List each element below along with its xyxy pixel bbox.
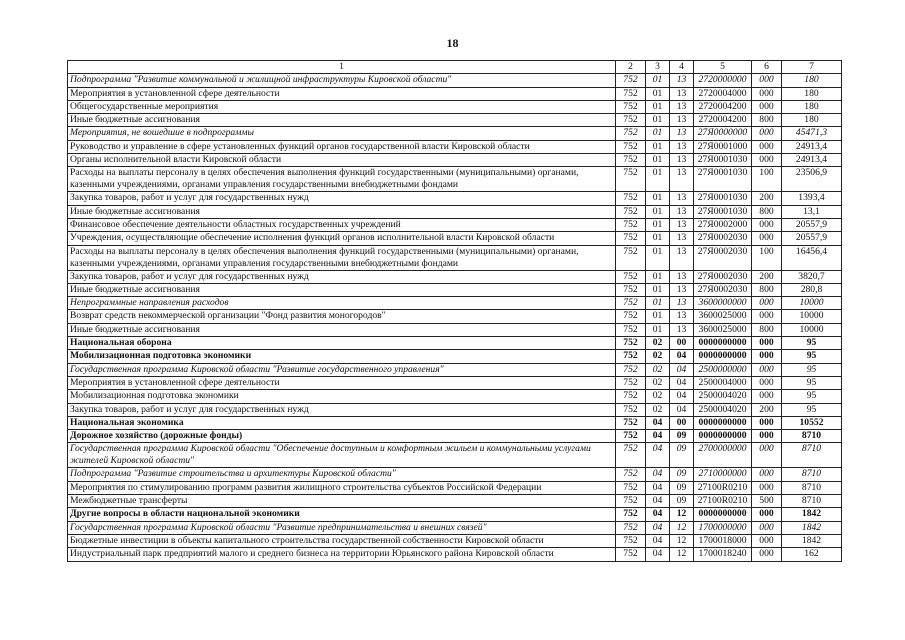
row-csr-cell: 27100R0210 [694, 495, 752, 508]
row-csr-cell: 27Я0000000 [694, 127, 752, 140]
row-sum-cell: 95 [782, 390, 842, 403]
row-rz-cell: 04 [646, 481, 670, 494]
row-rz-cell: 02 [646, 390, 670, 403]
row-sum-cell: 180 [782, 74, 842, 87]
row-sum-cell: 45471,3 [782, 127, 842, 140]
row-csr-cell: 2720004000 [694, 87, 752, 100]
row-sum-cell: 20557,9 [782, 218, 842, 231]
row-gr-cell: 752 [616, 140, 646, 153]
table-row [68, 548, 842, 561]
row-rz-cell: 04 [646, 416, 670, 429]
row-name-cell: Индустриальный парк предприятий малого и среднего бизнеса на территории Юрьянского района Кировской области [68, 548, 616, 561]
row-vr-cell: 800 [752, 283, 782, 296]
table-row [68, 430, 842, 443]
row-rz-cell: 01 [646, 192, 670, 205]
row-vr-cell: 000 [752, 508, 782, 521]
row-vr-cell: 000 [752, 127, 782, 140]
row-gr-cell: 752 [616, 74, 646, 87]
table-row [68, 114, 842, 127]
table-row [68, 167, 842, 192]
row-name-cell: Расходы на выплаты персоналу в целях обеспечения выполнения функций государственными (муниципальными) органами, казенными учреждениями, органами управления государственными внебюджетными фондами [68, 245, 616, 270]
row-gr-cell: 752 [616, 232, 646, 245]
row-csr-cell: 2720000000 [694, 74, 752, 87]
row-pr-cell: 13 [670, 232, 694, 245]
row-vr-cell: 100 [752, 245, 782, 270]
row-pr-cell: 13 [670, 140, 694, 153]
row-rz-cell: 04 [646, 495, 670, 508]
row-gr-cell: 752 [616, 534, 646, 547]
row-pr-cell: 04 [670, 350, 694, 363]
row-name-cell: Руководство и управление в сфере установленных функций органов государственной власти Кировской области [68, 140, 616, 153]
table-row [68, 310, 842, 323]
row-sum-cell: 10000 [782, 323, 842, 336]
row-rz-cell: 04 [646, 521, 670, 534]
row-name-cell: Государственная программа Кировской области "Развитие предпринимательства и внешних связей" [68, 521, 616, 534]
row-name-cell: Государственная программа Кировской области "Развитие государственного управления" [68, 363, 616, 376]
row-pr-cell: 13 [670, 297, 694, 310]
row-vr-cell: 000 [752, 430, 782, 443]
row-name-cell: Закупка товаров, работ и услуг для государственных нужд [68, 270, 616, 283]
row-sum-cell: 20557,9 [782, 232, 842, 245]
page-number: 18 [446, 36, 459, 50]
row-gr-cell: 752 [616, 154, 646, 167]
row-pr-cell: 13 [670, 87, 694, 100]
row-name-cell: Мобилизационная подготовка экономики [68, 350, 616, 363]
table-row [68, 350, 842, 363]
row-pr-cell: 13 [670, 323, 694, 336]
row-pr-cell: 04 [670, 363, 694, 376]
row-name-cell: Общегосударственные мероприятия [68, 100, 616, 113]
table-row [68, 443, 842, 468]
row-pr-cell: 13 [670, 205, 694, 218]
row-gr-cell: 752 [616, 167, 646, 192]
row-pr-cell: 13 [670, 127, 694, 140]
row-vr-cell: 000 [752, 310, 782, 323]
row-pr-cell: 04 [670, 403, 694, 416]
row-sum-cell: 10000 [782, 310, 842, 323]
row-rz-cell: 04 [646, 468, 670, 481]
row-name-cell: Другие вопросы в области национальной экономики [68, 508, 616, 521]
row-vr-cell: 000 [752, 534, 782, 547]
row-pr-cell: 13 [670, 100, 694, 113]
row-gr-cell: 752 [616, 403, 646, 416]
row-name-cell: Мобилизационная подготовка экономики [68, 390, 616, 403]
row-gr-cell: 752 [616, 87, 646, 100]
row-sum-cell: 1842 [782, 521, 842, 534]
row-gr-cell: 752 [616, 350, 646, 363]
row-pr-cell: 09 [670, 495, 694, 508]
row-csr-cell: 27Я0002030 [694, 283, 752, 296]
row-pr-cell: 04 [670, 376, 694, 389]
row-csr-cell: 3600025000 [694, 310, 752, 323]
row-rz-cell: 01 [646, 205, 670, 218]
row-vr-cell: 800 [752, 323, 782, 336]
row-pr-cell: 09 [670, 481, 694, 494]
row-vr-cell: 000 [752, 297, 782, 310]
row-pr-cell: 09 [670, 430, 694, 443]
row-csr-cell: 1700018000 [694, 534, 752, 547]
row-name-cell: Непрограммные направления расходов [68, 297, 616, 310]
row-csr-cell: 27Я0001030 [694, 205, 752, 218]
row-name-cell: Иные бюджетные ассигнования [68, 283, 616, 296]
row-pr-cell: 09 [670, 443, 694, 468]
row-rz-cell: 01 [646, 87, 670, 100]
row-csr-cell: 0000000000 [694, 350, 752, 363]
table-row [68, 140, 842, 153]
row-name-cell: Мероприятия по стимулированию программ развития жилищного строительства субъектов Российской Федерации [68, 481, 616, 494]
row-csr-cell: 27Я0002000 [694, 218, 752, 231]
col-header: 5 [694, 61, 752, 74]
row-pr-cell: 13 [670, 270, 694, 283]
row-gr-cell: 752 [616, 270, 646, 283]
row-sum-cell: 95 [782, 403, 842, 416]
row-vr-cell: 000 [752, 232, 782, 245]
row-csr-cell: 3600025000 [694, 323, 752, 336]
row-gr-cell: 752 [616, 416, 646, 429]
row-sum-cell: 95 [782, 350, 842, 363]
row-rz-cell: 04 [646, 430, 670, 443]
row-gr-cell: 752 [616, 376, 646, 389]
table-row [68, 363, 842, 376]
row-gr-cell: 752 [616, 245, 646, 270]
row-csr-cell: 2720004200 [694, 114, 752, 127]
row-name-cell: Расходы на выплаты персоналу в целях обеспечения выполнения функций государственными (муниципальными) органами, казенными учреждениями, органами управления государственными внебюджетными фондами [68, 167, 616, 192]
row-rz-cell: 01 [646, 127, 670, 140]
row-csr-cell: 2500000000 [694, 363, 752, 376]
row-name-cell: Иные бюджетные ассигнования [68, 205, 616, 218]
row-rz-cell: 01 [646, 74, 670, 87]
col-header: 4 [670, 61, 694, 74]
row-pr-cell: 12 [670, 521, 694, 534]
row-sum-cell: 180 [782, 114, 842, 127]
row-csr-cell: 1700000000 [694, 521, 752, 534]
row-pr-cell: 12 [670, 548, 694, 561]
row-sum-cell: 8710 [782, 495, 842, 508]
row-csr-cell: 0000000000 [694, 337, 752, 350]
row-gr-cell: 752 [616, 205, 646, 218]
row-sum-cell: 95 [782, 363, 842, 376]
budget-table [67, 60, 842, 562]
table-row [68, 87, 842, 100]
row-vr-cell: 100 [752, 167, 782, 192]
row-vr-cell: 000 [752, 468, 782, 481]
row-gr-cell: 752 [616, 363, 646, 376]
row-sum-cell: 8710 [782, 481, 842, 494]
row-rz-cell: 04 [646, 443, 670, 468]
table-row [68, 508, 842, 521]
row-csr-cell: 2500004020 [694, 390, 752, 403]
row-pr-cell: 12 [670, 508, 694, 521]
row-vr-cell: 000 [752, 87, 782, 100]
row-vr-cell: 200 [752, 192, 782, 205]
row-pr-cell: 13 [670, 167, 694, 192]
row-rz-cell: 01 [646, 154, 670, 167]
row-sum-cell: 280,8 [782, 283, 842, 296]
table-row [68, 232, 842, 245]
row-sum-cell: 10000 [782, 297, 842, 310]
table-row [68, 283, 842, 296]
row-gr-cell: 752 [616, 323, 646, 336]
table-row [68, 218, 842, 231]
row-csr-cell: 27Я0001030 [694, 154, 752, 167]
row-vr-cell: 000 [752, 521, 782, 534]
table-row [68, 468, 842, 481]
row-rz-cell: 01 [646, 270, 670, 283]
row-gr-cell: 752 [616, 430, 646, 443]
row-sum-cell: 24913,4 [782, 154, 842, 167]
row-sum-cell: 23506,9 [782, 167, 842, 192]
row-rz-cell: 04 [646, 548, 670, 561]
col-header: 3 [646, 61, 670, 74]
row-sum-cell: 3820,7 [782, 270, 842, 283]
row-gr-cell: 752 [616, 443, 646, 468]
table-row [68, 323, 842, 336]
row-name-cell: Мероприятия, не вошедшие в подпрограммы [68, 127, 616, 140]
col-header: 6 [752, 61, 782, 74]
row-csr-cell: 0000000000 [694, 430, 752, 443]
row-rz-cell: 04 [646, 534, 670, 547]
row-vr-cell: 000 [752, 443, 782, 468]
row-gr-cell: 752 [616, 508, 646, 521]
row-pr-cell: 13 [670, 192, 694, 205]
row-csr-cell: 0000000000 [694, 416, 752, 429]
table-row [68, 245, 842, 270]
row-rz-cell: 01 [646, 245, 670, 270]
table-row [68, 337, 842, 350]
row-vr-cell: 000 [752, 140, 782, 153]
row-gr-cell: 752 [616, 390, 646, 403]
row-sum-cell: 24913,4 [782, 140, 842, 153]
row-sum-cell: 1842 [782, 534, 842, 547]
table-row [68, 192, 842, 205]
row-rz-cell: 01 [646, 140, 670, 153]
row-rz-cell: 02 [646, 376, 670, 389]
row-gr-cell: 752 [616, 481, 646, 494]
row-csr-cell: 27Я0001030 [694, 167, 752, 192]
row-vr-cell: 000 [752, 350, 782, 363]
row-name-cell: Учреждения, осуществляющие обеспечение исполнения функций органов исполнительной власти Кировской области [68, 232, 616, 245]
row-gr-cell: 752 [616, 468, 646, 481]
row-gr-cell: 752 [616, 310, 646, 323]
row-sum-cell: 1842 [782, 508, 842, 521]
row-name-cell: Иные бюджетные ассигнования [68, 114, 616, 127]
row-csr-cell: 27Я0001000 [694, 140, 752, 153]
row-vr-cell: 000 [752, 218, 782, 231]
row-csr-cell: 2710000000 [694, 468, 752, 481]
row-pr-cell: 04 [670, 390, 694, 403]
row-sum-cell: 13,1 [782, 205, 842, 218]
table-row [68, 534, 842, 547]
row-name-cell: Дорожное хозяйство (дорожные фонды) [68, 430, 616, 443]
row-rz-cell: 02 [646, 337, 670, 350]
row-vr-cell: 000 [752, 337, 782, 350]
row-sum-cell: 95 [782, 376, 842, 389]
row-name-cell: Подпрограмма "Развитие строительства и архитектуры Кировской области" [68, 468, 616, 481]
row-sum-cell: 10552 [782, 416, 842, 429]
row-vr-cell: 800 [752, 205, 782, 218]
row-csr-cell: 3600000000 [694, 297, 752, 310]
row-csr-cell: 27Я0002030 [694, 232, 752, 245]
row-vr-cell: 000 [752, 100, 782, 113]
row-sum-cell: 8710 [782, 468, 842, 481]
table-row [68, 154, 842, 167]
row-vr-cell: 800 [752, 114, 782, 127]
col-header: 2 [616, 61, 646, 74]
row-vr-cell: 200 [752, 270, 782, 283]
table-row [68, 416, 842, 429]
row-csr-cell: 2720004200 [694, 100, 752, 113]
row-vr-cell: 000 [752, 481, 782, 494]
table-row [68, 495, 842, 508]
row-pr-cell: 13 [670, 218, 694, 231]
row-name-cell: Бюджетные инвестиции в объекты капитального строительства государственной собственности Кировской области [68, 534, 616, 547]
row-csr-cell: 27100R0210 [694, 481, 752, 494]
row-name-cell: Закупка товаров, работ и услуг для государственных нужд [68, 403, 616, 416]
row-vr-cell: 000 [752, 390, 782, 403]
row-pr-cell: 09 [670, 468, 694, 481]
row-name-cell: Мероприятия в установленной сфере деятельности [68, 376, 616, 389]
row-gr-cell: 752 [616, 495, 646, 508]
table-row [68, 390, 842, 403]
row-name-cell: Иные бюджетные ассигнования [68, 323, 616, 336]
table-row [68, 521, 842, 534]
row-rz-cell: 01 [646, 167, 670, 192]
row-csr-cell: 0000000000 [694, 508, 752, 521]
table-row [68, 376, 842, 389]
row-sum-cell: 16456,4 [782, 245, 842, 270]
row-name-cell: Подпрограмма "Развитие коммунальной и жилищной инфраструктуры Кировской области" [68, 74, 616, 87]
row-pr-cell: 13 [670, 245, 694, 270]
row-gr-cell: 752 [616, 297, 646, 310]
row-name-cell: Финансовое обеспечение деятельности областных государственных учреждений [68, 218, 616, 231]
row-rz-cell: 01 [646, 283, 670, 296]
row-pr-cell: 13 [670, 283, 694, 296]
row-pr-cell: 00 [670, 337, 694, 350]
row-vr-cell: 000 [752, 376, 782, 389]
row-sum-cell: 95 [782, 337, 842, 350]
row-gr-cell: 752 [616, 127, 646, 140]
row-rz-cell: 01 [646, 100, 670, 113]
row-rz-cell: 01 [646, 310, 670, 323]
row-gr-cell: 752 [616, 521, 646, 534]
table-header-row [68, 61, 842, 74]
row-csr-cell: 1700018240 [694, 548, 752, 561]
row-gr-cell: 752 [616, 100, 646, 113]
row-vr-cell: 500 [752, 495, 782, 508]
row-sum-cell: 162 [782, 548, 842, 561]
row-pr-cell: 13 [670, 74, 694, 87]
table-row [68, 297, 842, 310]
row-sum-cell: 1393,4 [782, 192, 842, 205]
row-vr-cell: 000 [752, 416, 782, 429]
row-name-cell: Межбюджетные трансферты [68, 495, 616, 508]
row-vr-cell: 000 [752, 363, 782, 376]
row-name-cell: Национальная экономика [68, 416, 616, 429]
row-csr-cell: 27Я0002030 [694, 245, 752, 270]
row-pr-cell: 13 [670, 310, 694, 323]
row-csr-cell: 2500004020 [694, 403, 752, 416]
row-pr-cell: 00 [670, 416, 694, 429]
row-csr-cell: 2500004000 [694, 376, 752, 389]
row-pr-cell: 13 [670, 114, 694, 127]
row-rz-cell: 01 [646, 323, 670, 336]
row-name-cell: Органы исполнительной власти Кировской области [68, 154, 616, 167]
row-name-cell: Возврат средств некоммерческой организации "Фонд развития моногородов" [68, 310, 616, 323]
row-rz-cell: 01 [646, 297, 670, 310]
row-rz-cell: 02 [646, 350, 670, 363]
row-gr-cell: 752 [616, 283, 646, 296]
row-sum-cell: 180 [782, 87, 842, 100]
row-rz-cell: 02 [646, 403, 670, 416]
table-row [68, 205, 842, 218]
col-header: 7 [782, 61, 842, 74]
table-row [68, 127, 842, 140]
row-gr-cell: 752 [616, 548, 646, 561]
row-vr-cell: 200 [752, 403, 782, 416]
row-vr-cell: 000 [752, 74, 782, 87]
table-row [68, 403, 842, 416]
row-sum-cell: 8710 [782, 430, 842, 443]
table-body [68, 74, 842, 561]
row-rz-cell: 04 [646, 508, 670, 521]
row-csr-cell: 27Я0001030 [694, 192, 752, 205]
row-vr-cell: 000 [752, 154, 782, 167]
row-sum-cell: 8710 [782, 443, 842, 468]
row-rz-cell: 01 [646, 232, 670, 245]
row-gr-cell: 752 [616, 218, 646, 231]
row-rz-cell: 01 [646, 218, 670, 231]
row-csr-cell: 27Я0002030 [694, 270, 752, 283]
row-sum-cell: 180 [782, 100, 842, 113]
row-gr-cell: 752 [616, 337, 646, 350]
table-row [68, 270, 842, 283]
table-row [68, 74, 842, 87]
row-name-cell: Национальная оборона [68, 337, 616, 350]
row-gr-cell: 752 [616, 192, 646, 205]
table-row [68, 100, 842, 113]
row-pr-cell: 13 [670, 154, 694, 167]
row-name-cell: Государственная программа Кировской области "Обеспечение доступным и комфортным жильем и коммунальными услугами жителей Кировской области" [68, 443, 616, 468]
row-vr-cell: 000 [752, 548, 782, 561]
row-rz-cell: 01 [646, 114, 670, 127]
table-row [68, 481, 842, 494]
row-name-cell: Закупка товаров, работ и услуг для государственных нужд [68, 192, 616, 205]
row-gr-cell: 752 [616, 114, 646, 127]
row-pr-cell: 12 [670, 534, 694, 547]
row-name-cell: Мероприятия в установленной сфере деятельности [68, 87, 616, 100]
row-csr-cell: 2700000000 [694, 443, 752, 468]
row-rz-cell: 02 [646, 363, 670, 376]
col-header: 1 [68, 61, 616, 74]
